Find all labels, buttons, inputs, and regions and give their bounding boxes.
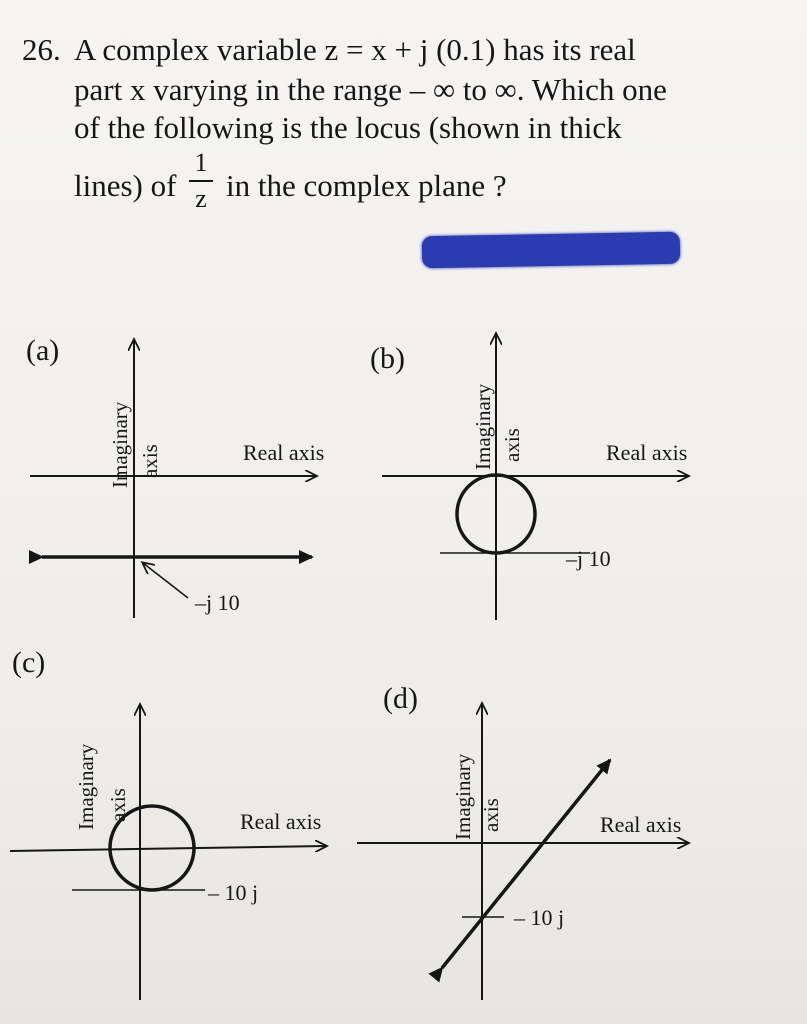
option-d-label[interactable]: (d): [383, 682, 418, 715]
option-c-real-axis-label: Real axis: [240, 809, 322, 834]
question-line-2: part x varying in the range – ∞ to ∞. Which one: [74, 72, 667, 107]
option-c-real-axis: [10, 846, 326, 851]
option-a-figure: [30, 340, 316, 618]
option-d-marker-label: – 10 j: [514, 905, 565, 930]
option-a-label[interactable]: (a): [26, 334, 60, 367]
fraction-denominator: z: [195, 184, 207, 213]
option-b-imaginary-label-2: axis: [500, 428, 524, 462]
option-b-imaginary-label: Imaginary: [471, 383, 495, 470]
option-b-figure: [382, 334, 688, 620]
option-a-imaginary-label-2: axis: [138, 444, 162, 478]
option-d-imaginary-label-2: axis: [479, 798, 503, 832]
question-number: 26.: [22, 32, 61, 67]
option-b-marker-label: –j 10: [566, 546, 611, 571]
option-c-figure: [10, 705, 326, 1000]
option-a-real-axis-label: Real axis: [243, 440, 325, 465]
option-c-marker-label: – 10 j: [208, 880, 259, 905]
option-c-imaginary-label-2: axis: [106, 788, 130, 822]
question-line-1: A complex variable z = x + j (0.1) has its real: [74, 32, 636, 67]
question-line-4-start: lines) of: [74, 168, 177, 203]
option-a-marker-label: –j 10: [195, 590, 240, 615]
option-b-real-axis-label: Real axis: [606, 440, 688, 465]
option-a-imaginary-label: Imaginary: [108, 401, 132, 488]
question-line-3: of the following is the locus (shown in thick: [74, 110, 622, 145]
fraction-numerator: 1: [194, 148, 208, 177]
option-d-imaginary-label: Imaginary: [451, 753, 475, 840]
option-a-pointer-arrow: [143, 563, 188, 598]
question-line-4-end: in the complex plane ?: [226, 168, 507, 203]
option-d-figure: [357, 704, 688, 1000]
option-d-real-axis-label: Real axis: [600, 812, 682, 837]
option-b-label[interactable]: (b): [370, 342, 405, 375]
option-c-imaginary-label: Imaginary: [74, 743, 98, 830]
option-c-label[interactable]: (c): [12, 646, 46, 679]
